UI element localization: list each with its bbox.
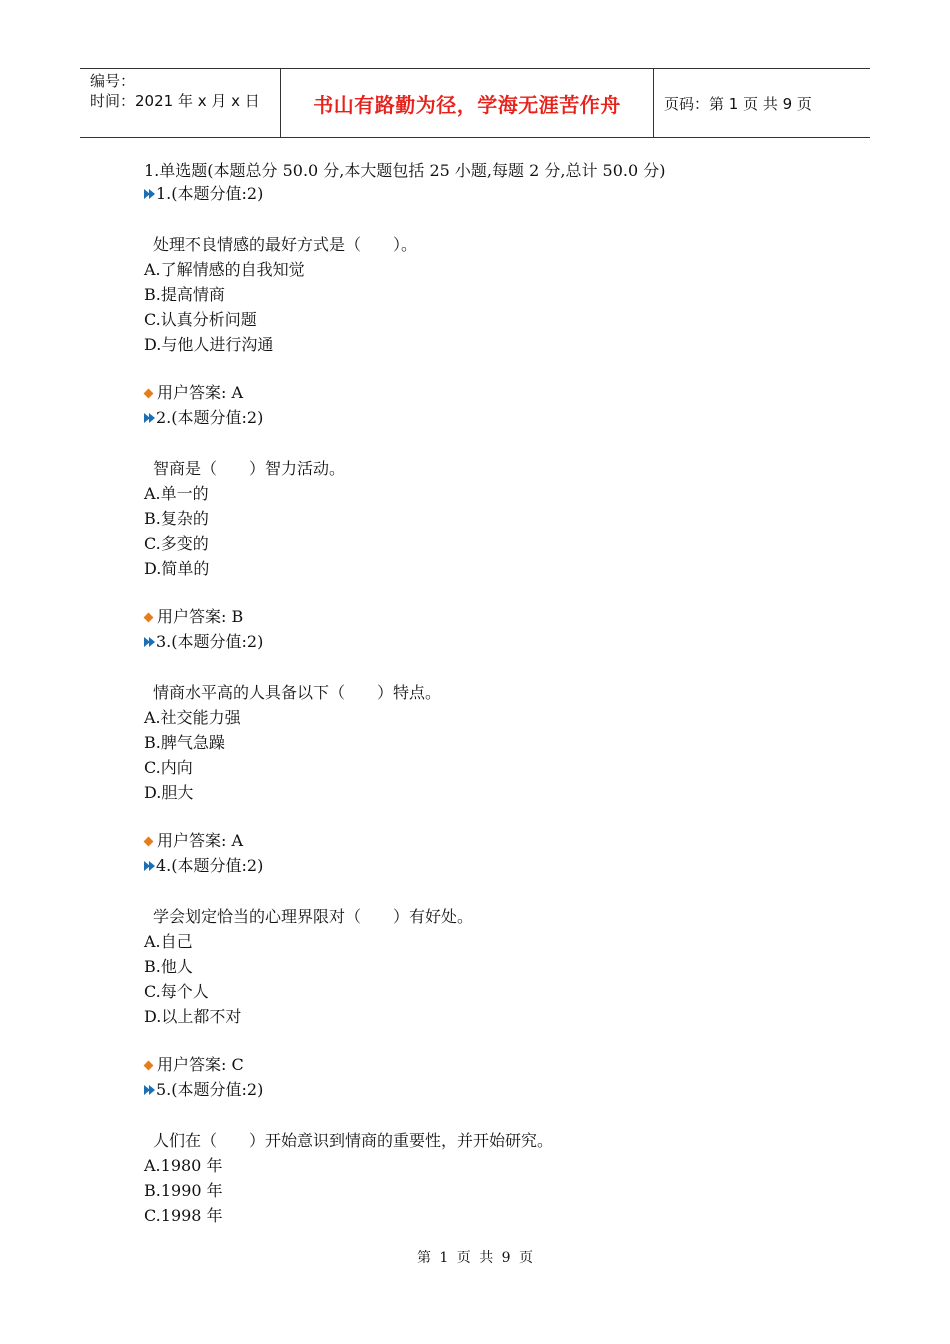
question-header-text: 2.(本题分值:2) <box>156 408 264 427</box>
user-answer-text: 用户答案: A <box>157 383 244 402</box>
option: B.复杂的 <box>144 509 209 528</box>
question-stem: 学会划定恰当的心理界限对（ ）有好处。 <box>153 907 474 926</box>
footer-ye: 页 <box>519 1250 534 1266</box>
footer-total-pages: 9 <box>501 1250 511 1266</box>
header-meta <box>80 69 281 137</box>
question-header-text: 1.(本题分值:2) <box>156 184 264 203</box>
footer-ye: 页 <box>456 1250 471 1266</box>
diamond-icon <box>144 837 154 847</box>
option: D.以上都不对 <box>144 1007 242 1026</box>
user-answer-text: 用户答案: A <box>157 831 244 850</box>
question-header <box>144 407 263 429</box>
question-stem: 人们在（ ）开始意识到情商的重要性，并开始研究。 <box>153 1131 554 1150</box>
header-motto-cell <box>281 69 654 137</box>
user-answer-text: 用户答案: C <box>157 1055 244 1074</box>
header-number-label: 编号： <box>90 72 136 90</box>
option: D.简单的 <box>144 559 210 578</box>
diamond-icon <box>144 1061 154 1071</box>
header-page-cell <box>654 69 870 137</box>
question-header <box>144 631 263 653</box>
option: C.内向 <box>144 758 193 777</box>
option: A.社交能力强 <box>144 708 241 727</box>
option: A.1980 年 <box>144 1156 223 1175</box>
option: D.胆大 <box>144 783 194 802</box>
question-header <box>144 855 263 877</box>
question-stem: 处理不良情感的最好方式是（ ）。 <box>153 235 418 254</box>
user-answer <box>144 1054 244 1076</box>
option: C.多变的 <box>144 534 209 553</box>
question-arrow-icon <box>144 1084 156 1096</box>
user-answer <box>144 606 243 628</box>
question-stem: 情商水平高的人具备以下（ ）特点。 <box>153 683 442 702</box>
option: C.认真分析问题 <box>144 310 257 329</box>
user-answer <box>144 382 243 404</box>
option: B.提高情商 <box>144 285 225 304</box>
option: B.1990 年 <box>144 1181 223 1200</box>
question-header-text: 5.(本题分值:2) <box>156 1080 264 1099</box>
option: A.单一的 <box>144 484 209 503</box>
user-answer-text: 用户答案: B <box>157 607 244 626</box>
footer-gong: 共 <box>479 1250 494 1266</box>
diamond-icon <box>144 389 154 399</box>
user-answer <box>144 830 243 852</box>
page-footer <box>0 1247 950 1267</box>
header-page-label: 页码：第 1 页 共 9 页 <box>664 94 812 113</box>
option: D.与他人进行沟通 <box>144 335 274 354</box>
option: B.他人 <box>144 957 193 976</box>
header-motto: 书山有路勤为径，学海无涯苦作舟 <box>313 92 621 117</box>
question-arrow-icon <box>144 860 156 872</box>
question-stem: 智商是（ ）智力活动。 <box>153 459 346 478</box>
page-header <box>80 68 870 138</box>
question-header <box>144 1079 263 1101</box>
question-arrow-icon <box>144 636 156 648</box>
section-title: 1.单选题(本题总分 50.0 分,本大题包括 25 小题,每题 2 分,总计 50.0 分) <box>144 161 666 180</box>
question-arrow-icon <box>144 188 156 200</box>
question-header-text: 4.(本题分值:2) <box>156 856 264 875</box>
option: A.了解情感的自我知觉 <box>144 260 305 279</box>
option: C.每个人 <box>144 982 209 1001</box>
option: C.1998 年 <box>144 1206 223 1225</box>
header-time-label: 时间：2021 年 x 月 x 日 <box>90 92 260 110</box>
question-header-text: 3.(本题分值:2) <box>156 632 264 651</box>
diamond-icon <box>144 613 154 623</box>
footer-page-number: 1 <box>439 1250 449 1266</box>
option: A.自己 <box>144 932 193 951</box>
option: B.脾气急躁 <box>144 733 225 752</box>
footer-di: 第 <box>416 1250 431 1266</box>
question-header <box>144 183 263 205</box>
question-arrow-icon <box>144 412 156 424</box>
